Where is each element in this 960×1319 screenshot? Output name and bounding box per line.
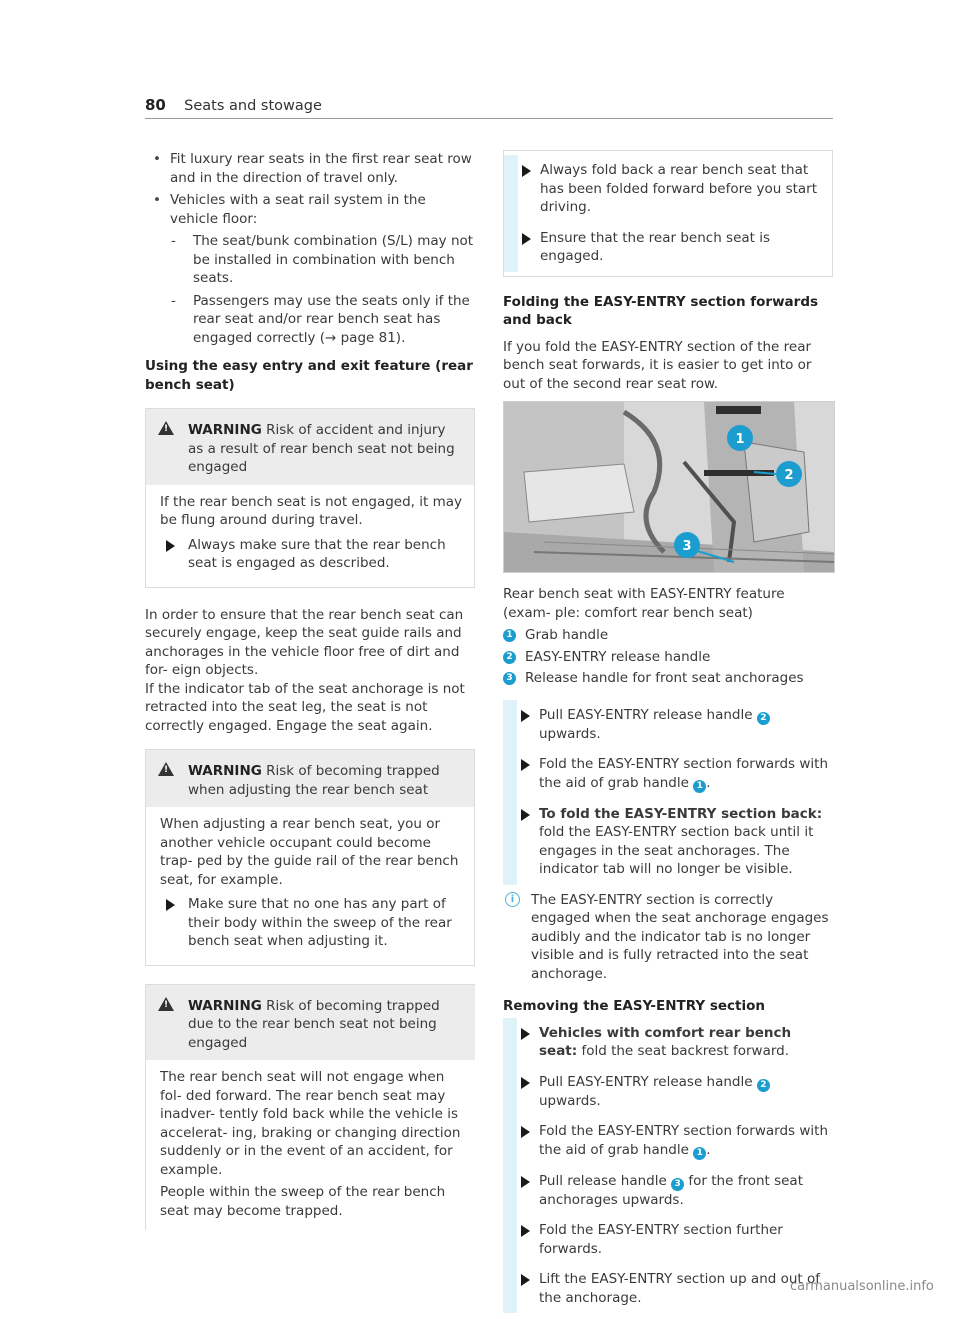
step-text: Pull EASY-ENTRY release handle (539, 1073, 753, 1090)
step-text: . (706, 774, 711, 791)
callout-badge: 3 (503, 672, 516, 685)
arrow-icon (521, 1028, 530, 1040)
instruction-step (503, 1073, 833, 1111)
step-text: Fold the EASY-ENTRY section forwards with the aid of grab handle (539, 1123, 829, 1158)
warning-body (146, 485, 474, 587)
warning-icon: ! (158, 997, 174, 1011)
instruction-step (503, 755, 833, 793)
right-column (503, 150, 833, 1319)
arrow-icon (521, 1274, 530, 1286)
callout-1: 1 (735, 432, 745, 447)
legend-item (503, 669, 833, 688)
note-text: The EASY-ENTRY section is correctly engaged when the seat anchorage engages audibly and the indicator tab is no longer visible and is fully retracted into the seat anchorage. (531, 891, 829, 982)
warning-text: The rear bench seat will not engage when fol- ded forward. The rear bench seat may inadver- tently fold back while the vehicle is accelerat- ing, braking or changing direction suddenly or in the event of an accident, for example. (160, 1069, 461, 1178)
instruction-step (503, 706, 833, 744)
callout-badge: 2 (757, 712, 770, 725)
instruction-step (504, 229, 822, 266)
step-text: Pull EASY-ENTRY release handle (539, 706, 753, 723)
warning-step (160, 895, 464, 951)
arrow-icon (521, 809, 530, 821)
step-text: Pull release handle (539, 1172, 667, 1189)
paragraph: If the indicator tab of the seat anchorage is not retracted into the seat leg, the seat is not correctly engaged. Engage the seat again. (145, 680, 465, 734)
instruction-step (503, 1221, 833, 1258)
paragraph: In order to ensure that the rear bench seat can securely engage, keep the seat guide rails and anchorages in the vehicle floor free of dirt and for- eign objects. (145, 606, 464, 678)
legend-text: Grab handle (525, 627, 609, 643)
step-text: . (706, 1141, 711, 1158)
arrow-icon (166, 540, 175, 552)
section-heading: Folding the EASY-ENTRY section forwards and back (503, 293, 819, 328)
bullet-item: • Vehicles with a seat rail system in the vehicle floor: (145, 191, 475, 228)
callout-badge: 1 (693, 780, 706, 793)
info-note (503, 891, 833, 984)
arrow-icon (521, 710, 530, 722)
bullet-item: • Fit luxury rear seats in the first rear seat row and in the direction of travel only. (145, 150, 475, 187)
paragraph: If you fold the EASY-ENTRY section of the rear bench seat forwards, it is easier to get into or out of the second rear seat row. (503, 338, 812, 392)
warning-icon: ! (158, 762, 174, 776)
step-text: Make sure that no one has any part of their body within the sweep of the rear bench seat when adjusting it. (188, 896, 452, 949)
step-text: Fold the EASY-ENTRY section forwards with the aid of grab handle (539, 756, 829, 791)
warning-header (146, 985, 475, 1061)
page-number: 80 (145, 96, 166, 114)
instruction-step (503, 805, 833, 879)
step-text: fold the EASY-ENTRY section back until it engages in the seat anchorages. The indicator tab will no longer be visible. (539, 824, 814, 877)
callout-3: 3 (682, 539, 692, 554)
seat-illustration (504, 402, 834, 572)
page-header (145, 96, 833, 119)
arrow-icon (522, 233, 531, 245)
warning-label: WARNING (188, 997, 262, 1014)
arrow-icon (521, 1126, 530, 1138)
step-text: upwards. (539, 1092, 601, 1109)
instruction-step (503, 1270, 833, 1307)
warning-text: People within the sweep of the rear bench seat may become trapped. (160, 1184, 446, 1219)
warning-label: WARNING (188, 422, 262, 438)
callout-badge: 1 (693, 1147, 706, 1160)
step-text: upwards. (539, 725, 601, 742)
arrow-icon (521, 1077, 530, 1089)
step-text: fold the seat backrest forward. (581, 1043, 790, 1059)
step-text: Ensure that the rear bench seat is engaged. (540, 229, 771, 264)
instruction-step (503, 1024, 833, 1061)
watermark-footer: carmanualsonline.info (790, 1279, 934, 1294)
section-heading: Using the easy entry and exit feature (rear bench seat) (145, 358, 473, 393)
instruction-step (503, 1122, 833, 1160)
legend-text: EASY-ENTRY release handle (525, 648, 711, 665)
callout-badge: 1 (503, 629, 516, 642)
warning-body (146, 807, 474, 965)
instruction-step (504, 161, 822, 217)
left-column (145, 150, 475, 1248)
callout-badge: 3 (671, 1178, 684, 1191)
callout-badge: 2 (757, 1079, 770, 1092)
step-bold: To fold the EASY-ENTRY section back: (539, 805, 823, 822)
legend-item (503, 626, 833, 645)
warning-body (146, 1060, 475, 1230)
warning-box (145, 749, 475, 966)
warning-step (160, 536, 464, 573)
section-title: Seats and stowage (184, 98, 322, 114)
warning-box (145, 984, 475, 1231)
step-text: for the front seat anchorages upwards. (539, 1172, 804, 1208)
dash-item: - Passengers may use the seats only if the rear seat and/or rear bench seat has engaged correctly (→ page 81). (145, 292, 475, 348)
legend-text: Release handle for front seat anchorages (525, 670, 804, 686)
step-text: Fold the EASY-ENTRY section further forwards. (539, 1222, 783, 1257)
step-bold: Vehicles with comfort rear bench seat: (539, 1024, 792, 1059)
arrow-icon (522, 165, 531, 177)
section-heading: Removing the EASY-ENTRY section (503, 998, 766, 1014)
arrow-icon (166, 899, 175, 911)
instruction-step (503, 1172, 833, 1210)
warning-icon: ! (158, 421, 174, 435)
arrow-icon (521, 1176, 530, 1188)
callout-2: 2 (784, 468, 794, 483)
info-icon: i (505, 892, 520, 907)
warning-title: Risk of becoming trapped due to the rear bench seat not being engaged (188, 997, 440, 1051)
step-text: Always fold back a rear bench seat that has been folded forward before you start driving. (540, 162, 818, 215)
arrow-icon (521, 1225, 530, 1237)
warning-text: When adjusting a rear bench seat, you or another vehicle occupant could become trap- ped by the guide rail of the rear bench seat, for example. (160, 816, 459, 888)
warning-label: WARNING (188, 763, 262, 779)
arrow-icon (521, 759, 530, 771)
warning-text: If the rear bench seat is not engaged, it may be flung around during travel. (160, 493, 462, 528)
warning-header (146, 409, 474, 485)
callout-badge: 2 (503, 651, 516, 664)
warning-header (146, 750, 474, 807)
step-box (503, 150, 833, 277)
warning-title: Risk of accident and injury as a result of rear bench seat not being engaged (188, 422, 455, 475)
legend-item (503, 648, 833, 667)
step-text: Lift the EASY-ENTRY section up and out of the anchorage. (539, 1271, 821, 1306)
figure-caption: Rear bench seat with EASY-ENTRY feature (exam- ple: comfort rear bench seat) (503, 586, 785, 621)
dash-item: - The seat/bunk combination (S/L) may not be installed in combination with bench seats. (145, 232, 475, 288)
seat-photo (503, 401, 835, 573)
step-text: Always make sure that the rear bench seat is engaged as described. (188, 536, 446, 571)
warning-box (145, 408, 475, 588)
warning-title: Risk of becoming trapped when adjusting the rear bench seat (188, 763, 440, 798)
